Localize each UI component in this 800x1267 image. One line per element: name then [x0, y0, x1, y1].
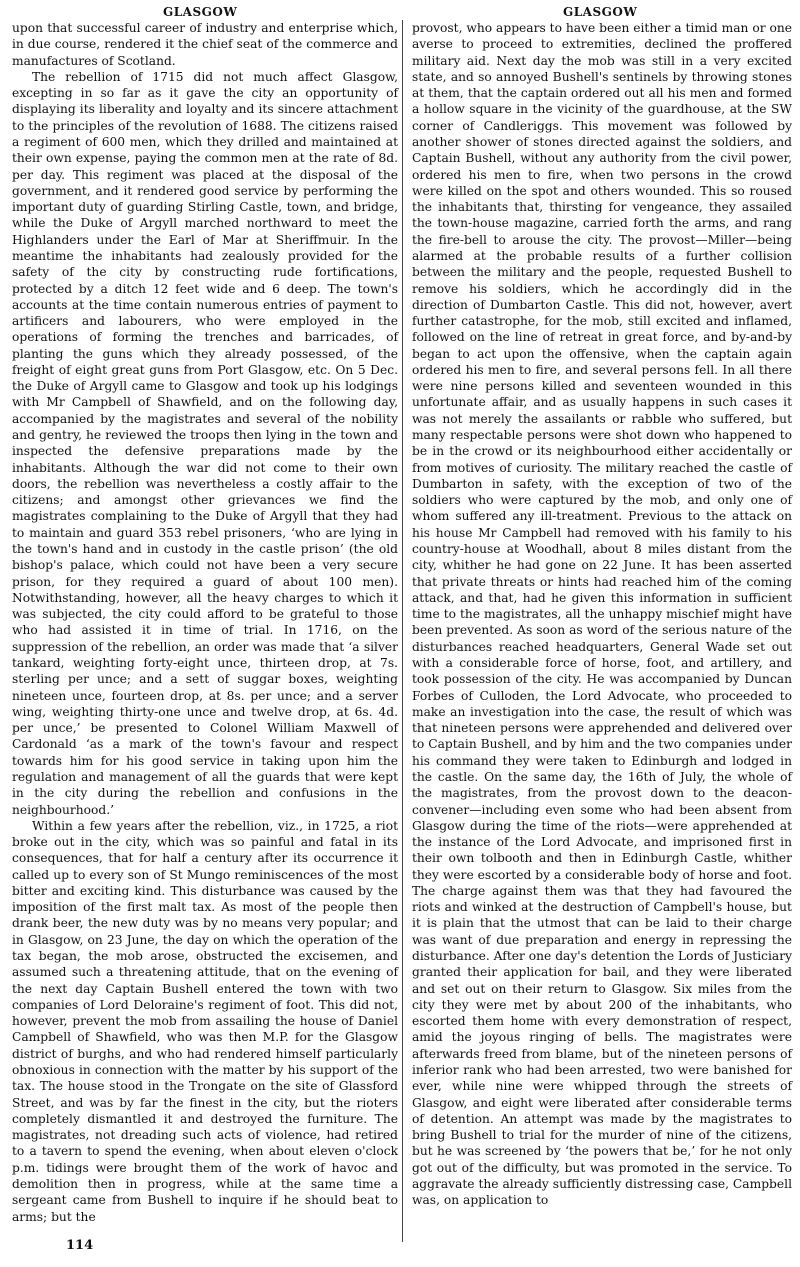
page-number: 114	[66, 1238, 94, 1253]
paragraph-riot-continued: provost, who appears to have been either a timid man or one averse to proceed to extremities, declined the proffered military aid. Next day the mob was still in a very excited state, and so annoyed Bushell's sentinels by throwing stones at them, that the captain ordered out all his men and formed a hollow square in the vicinity of the guardhouse, at the SW corner of Candleriggs. This movement was followed by another shower of stones directed against the soldiers, and Captain Bushell, without any authority from the civil power, ordered his men to fire, when two persons in the crowd were killed on the spot and others wounded. This so roused the inhabitants that, thirsting for vengeance, they assailed the town-house magazine, carried forth the arms, and rang the fire-bell to arouse the city. The provost—Miller—being alarmed at the probable results of a further collision between the military and the people, requested Bushell to remove his soldiers, which he accordingly did in the direction of Dumbarton Castle. This did not, however, avert further catastrophe, for the mob, still excited and inflamed, followed on the line of retreat in great force, and by-and-by began to act upon the offensive, when the captain again ordered his men to fire, and several persons fell. In all there were nine persons killed and seventeen wounded in this unfortunate affair, and as usually happens in such cases it was not merely the assailants or rabble who suffered, but many respectable persons were shot down who happened to be in the crowd or its neighbourhood either accidentally or from motives of curiosity. The military reached the castle of Dumbarton in safety, with the exception of two of the soldiers who were captured by the mob, and only one of whom suffered any ill-treatment. Previous to the attack on his house Mr Campbell had removed with his family to his country-house at Woodhall, about 8 miles distant from the city, whither he had gone on 22 June. It has been asserted that private threats or hints had reached him of the coming attack, and that, had he given this information in sufficient time to the magistrates, all the unhappy mischief might have been prevented. As soon as word of the serious nature of the disturbances reached headquarters, General Wade set out with a considerable force of horse, foot, and artillery, and took possession of the city. He was accompanied by Duncan Forbes of Culloden, the Lord Advocate, who proceeded to make an investigation into the case, the result of which was that nineteen persons were apprehended and delivered over to Captain Bushell, and by him and the two companies under his command they were taken to Edinburgh and lodged in the castle. On the same day, the 16th of July, the whole of the magistrates, from the provost down to the deacon-convener—including even some who had been absent from Glasgow during the time of the riots—were apprehended at the instance of the Lord Advocate, and imprisoned first in their own tolbooth and then in Edinburgh Castle, whither they were escorted by a considerable body of horse and foot. The charge against them was that they had favoured the riots and winked at the destruction of Campbell's house, but it is plain that the utmost that can be laid to their charge was want of due preparation and energy in repressing the disturbance. After one day's detention the Lords of Justiciary granted their application for bail, and they were liberated and set out on their return to Glasgow. Six miles from the city they were met by about 200 of the inhabitants, who escorted them home with every demonstration of respect, amid the joyous ringing of bells. The magistrates were afterwards freed from blame, but of the nineteen persons of inferior rank who had been arrested, two were banished for ever, while nine were whipped through the streets of Glasgow, and eight were liberated after considerable terms of detention. An attempt was made by the magistrates to bring Bushell to trial for the murder of nine of the citizens, but he was screened by ‘the powers that be,’ for he not only got out of the difficulty, but was promoted in the service. To aggravate the already sufficiently distressing case, Campbell was, on application to	[412, 21, 793, 1208]
paragraph-continued: upon that successful career of industry and enterprise which, in due course, rendered it the chief seat of the commerce and manufactures of Scotland.	[12, 21, 398, 68]
paragraph-rebellion-1715: The rebellion of 1715 did not much affect Glasgow, excepting in so far as it gave the city an opportunity of displaying its liberality and loyalty and its sincere attachment to the principles of the revolution of 1688. The citizens raised a regiment of 600 men, which they drilled and maintained at their own expense, paying the common men at the rate of 8d. per day. This regiment was placed at the disposal of the government, and it rendered good service by performing the important duty of guarding Stirling Castle, town, and bridge, while the Duke of Argyll marched northward to meet the Highlanders under the Earl of Mar at Sheriffmuir. In the meantime the inhabitants had zealously provided for the safety of the city by constructing rude fortifications, protected by a ditch 12 feet wide and 6 deep. The town's accounts at the time contain numerous entries of payment to artificers and labourers, who were employed in the operations of forming the trenches and barricades, of planting the guns which they already possessed, of the freight of eight great guns from Port Glasgow, etc. On 5 Dec. the Duke of Argyll came to Glasgow and took up his lodgings with Mr Campbell of Shawfield, and on the following day, accompanied by the magistrates and several of the nobility and gentry, he reviewed the troops then lying in the town and inspected the defensive preparations made by the inhabitants. Although the war did not come to their own doors, the rebellion was nevertheless a costly affair to the citizens; and amongst other grievances we find the magistrates complaining to the Duke of Argyll that they had to maintain and guard 353 rebel prisoners, ‘who are lying in the town's hand and in custody in the castle prison’ (the old bishop's palace, which could not have been a very secure prison, for they required a guard of about 100 men). Notwithstanding, however, all the heavy charges to which it was subjected, the city could afford to be grateful to those who had assisted it in time of trial. In 1716, on the suppression of the rebellion, an order was made that ‘a silver tankard, weighting forty-eight unce, thirteen drop, at 7s. sterling per unce; and a sett of suggar boxes, weighting nineteen unce, fourteen drop, at 8s. per unce; and a server wing, weighting thirty-one unce and twelve drop, at 6s. 4d. per unce,’ be presented to Colonel William Maxwell of Cardonald ‘as a mark of the town's favour and respect towards him for his good service in taking upon him the regulation and management of all the guards that were kept in the city during the rebellion and confusions in the neighbourhood.’	[12, 69, 398, 817]
right-column	[412, 20, 792, 1209]
left-column	[12, 20, 398, 1225]
running-head-left: GLASGOW	[163, 5, 238, 19]
running-head-right: GLASGOW	[563, 5, 638, 19]
paragraph-malt-tax-riot: Within a few years after the rebellion, viz., in 1725, a riot broke out in the city, which was so painful and fatal in its consequences, that for half a century after its occurrence it called up to every son of St Mungo reminiscences of the most bitter and exciting kind. This disturbance was caused by the imposition of the first malt tax. As most of the people then drank beer, the new duty was by no means very popular; and in Glasgow, on 23 June, the day on which the operation of the tax began, the mob arose, obstructed the excisemen, and assumed such a threatening attitude, that on the evening of the next day Captain Bushell entered the town with two companies of Lord Deloraine's regiment of foot. This did not, however, prevent the mob from assailing the house of Daniel Campbell of Shawfield, who was then M.P. for the Glasgow district of burghs, and who had rendered himself particularly obnoxious in connection with the matter by his support of the tax. The house stood in the Trongate on the site of Glassford Street, and was by far the finest in the city, but the rioters completely dismantled it and destroyed the furniture. The magistrates, not dreading such acts of violence, had retired to a tavern to spend the evening, when about eleven o'clock p.m. tidings were brought them of the work of havoc and demolition then in progress, while at the same time a sergeant came from Bushell to inquire if he should beat to arms; but the	[12, 818, 398, 1224]
column-divider	[402, 20, 403, 1242]
